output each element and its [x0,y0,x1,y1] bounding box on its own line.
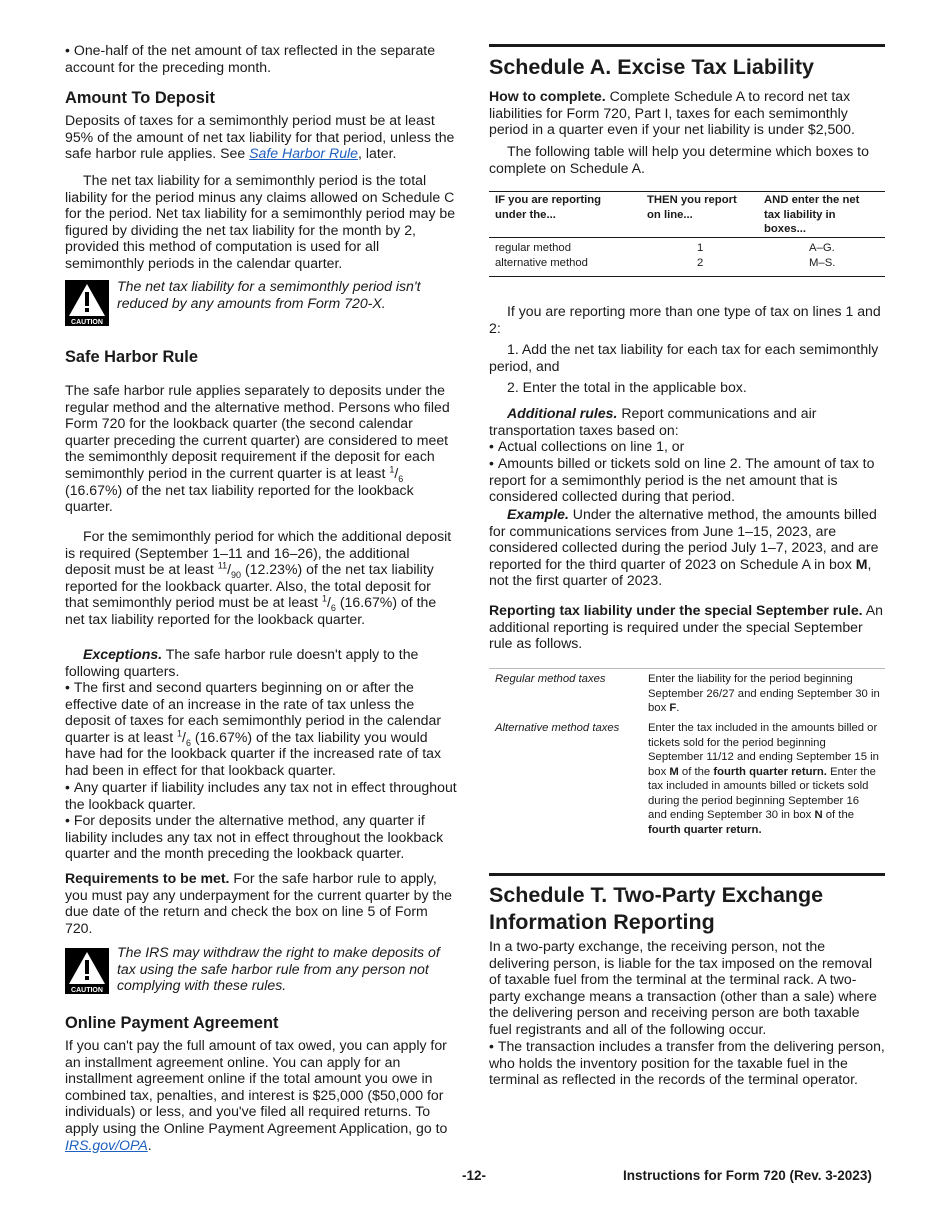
online-payment-paragraph: If you can't pay the full amount of tax owed, you can apply for an installment agreement online. You can apply for an installment agreement online if the total amount you owe in combined tax, penalties, and interest is $25,000 ($50,000 for individuals) or less, and you've filed all required returns. To apply using the Online Payment Agreement Application, go to IRS.gov/OPA. [65,1037,448,1153]
additional-rules-bullet-1: • Actual collections on line 1, or [489,438,885,455]
additional-rules-bullet-2: • Amounts billed or tickets sold on line 2. The amount of tax to report for a semimonthly period is the net amount that is considered collected during that period. [489,455,885,505]
caution-label: CAUTION [71,987,103,994]
safe-harbor-paragraph-2: For the semimonthly period for which the additional deposit is required (September 1–11 and 16–26), the additional deposit must be at least $^{11}/_{90}$ (12.23%) of the net tax liability reported for the lookback quarter. Also, the total deposit for that semimonthly period must be at least $^1/_6$ (16.67%) of the net tax liability reported for the lookback quarter. [65,528,452,627]
example-paragraph: Example. Under the alternative method, the amounts billed for communications services from June 1–15, 2023, are considered collected during the period July 1–7, 2023, and are reported for the third quarter of 2023 on Schedule A in box M, not the first quarter of 2023. [489,506,879,589]
safe-harbor-paragraph-1: The safe harbor rule applies separately to deposits under the regular method and the alternative method. Persons who filed Form 720 for the lookback quarter (the second calendar quarter preceding the current quarter) are considered to meet the semimonthly deposit requirement if the deposit for each semimonthly period in the current quarter is at least $^1/_6$ (16.67%) of the net tax liability reported for the lookback quarter. [65,382,450,515]
table-header-boxes: AND enter the net tax liability in boxes... [764,194,860,235]
how-to-complete-paragraph: How to complete. Complete Schedule A to record net tax liabilities for Form 720, Part I, taxes for each semimonthly period in a quarter even if your net liability is under $2,500. [489,88,855,138]
table-row-2-boxes: M–S. [809,257,836,269]
caution-icon [65,948,109,994]
safe-harbor-heading: Safe Harbor Rule [65,348,198,366]
schedule-t-title: Schedule T. Two-Party Exchange Information Reporting [489,883,824,934]
caution-note-1 [65,278,457,328]
more-than-one-type-paragraph: If you are reporting more than one type of tax on lines 1 and 2: [489,303,881,336]
september-rule-table [489,668,885,844]
table-intro: The following table will help you determine which boxes to complete on Schedule A. [489,143,869,176]
exception-bullet-2: • Any quarter if liability includes any tax not in effect throughout the lookback quarter. [65,779,457,812]
exception-bullet-1: • The first and second quarters beginning on or after the effective date of an increase in the rate of tax unless the deposit of taxes for each semimonthly period in the calendar quarter is at least $^1/_6$ (16.67%) of the tax liability you would have had for the lookback quarter if the increased rate of tax had been in effect for that lookback quarter. [65,679,457,779]
table-row-2-line: 2 [697,257,704,269]
irs-opa-link[interactable]: IRS.gov/OPA [65,1136,148,1153]
caution-label: CAUTION [71,319,103,326]
september-rule-paragraph: Reporting tax liability under the special September rule. An additional reporting is required under the special September rule as follows. [489,602,883,652]
amount-to-deposit-heading: Amount To Deposit [65,89,215,107]
schedule-t-bullet-1: • The transaction includes a transfer from the delivering person, who holds the inventory position for the taxable fuel in the terminal as reflected in the records of the terminal operator. [489,1038,885,1088]
sept-row-1-label: Regular method taxes [495,673,606,685]
online-payment-heading: Online Payment Agreement [65,1014,279,1032]
table-row-1-line: 1 [697,242,704,254]
list-item-1: 1. Add the net tax liability for each tax for each semimonthly period, and [489,341,879,374]
caution-note-2 [65,944,457,996]
list-item-2: 2. Enter the total in the applicable box. [507,379,747,395]
table-row-1-boxes: A–G. [809,242,835,254]
sept-row-1-text: Enter the liability for the period beginning September 26/27 and ending September 30 in box F. [648,673,880,714]
table-header-method: IF you are reporting under the... [495,194,602,221]
table-row-1-method: regular method [495,242,571,254]
schedule-a-title: Schedule A. Excise Tax Liability [489,55,815,79]
page-number: -12- [462,1168,487,1183]
form-title-footer: Instructions for Form 720 (Rev. 3-2023) [623,1168,872,1183]
caution-icon [65,280,109,326]
requirements-paragraph: Requirements to be met. For the safe harbor rule to apply, you must pay any underpayment for the current quarter by the due date of the return and check the box on line 5 of Form 720. [65,870,453,936]
schedule-t-rule [489,873,885,876]
table-row-2-method: alternative method [495,257,588,269]
exception-bullet-3: • For deposits under the alternative method, any quarter if liability includes any tax not in effect throughout the lookback quarter and the month preceding the lookback quarter. [65,812,457,862]
sept-row-2-label: Alternative method taxes [495,722,620,734]
sept-row-2-text: Enter the tax included in the amounts billed or tickets sold for the period beginning September 11/12 and ending September 15 in box M of the fourth quarter return. Enter the tax included in amounts billed or tickets sold during the period beginning September 16 and ending September 30 in box N of the fourth quarter return. [648,722,879,836]
safe-harbor-rule-link[interactable]: Safe Harbor Rule [249,145,359,162]
method-table [489,191,885,277]
bullet-separate-account: • One-half of the net amount of tax reflected in the separate account for the preceding month. [65,42,457,75]
amount-paragraph-2: The net tax liability for a semimonthly period is the total liability for the period minus any claims allowed on Schedule C for the period. Net tax liability for a semimonthly period may be figured by dividing the net tax liability for the month by 2, provided this method of computation is used for all semimonthly periods in the calendar quarter. [65,172,456,271]
amount-paragraph-1: Deposits of taxes for a semimonthly period must be at least 95% of the amount of net tax liability for that period, unless the safe harbor rule applies. See Safe Harbor Rule, later. [65,112,455,162]
caution-text-2: The IRS may withdraw the right to make deposits of tax using the safe harbor rule from any person not complying with these rules. [117,944,440,994]
exceptions-paragraph: Exceptions. The safe harbor rule doesn't apply to the following quarters. [65,646,419,679]
table-header-line: THEN you report on line... [647,194,737,221]
caution-text-1: The net tax liability for a semimonthly period isn't reduced by any amounts from Form 720-X. [117,278,421,311]
schedule-t-paragraph: In a two-party exchange, the receiving person, not the delivering person, is liable for the tax imposed on the removal of taxable fuel from the terminal at the terminal rack. A two-party exchange means a transaction (other than a sale) where the delivering person and receiving person are both taxable fuel registrants and all of the following occur. [489,938,877,1037]
schedule-a-rule [489,44,885,47]
additional-rules-paragraph: Additional rules. Report communications and air transportation taxes based on: [489,405,817,438]
